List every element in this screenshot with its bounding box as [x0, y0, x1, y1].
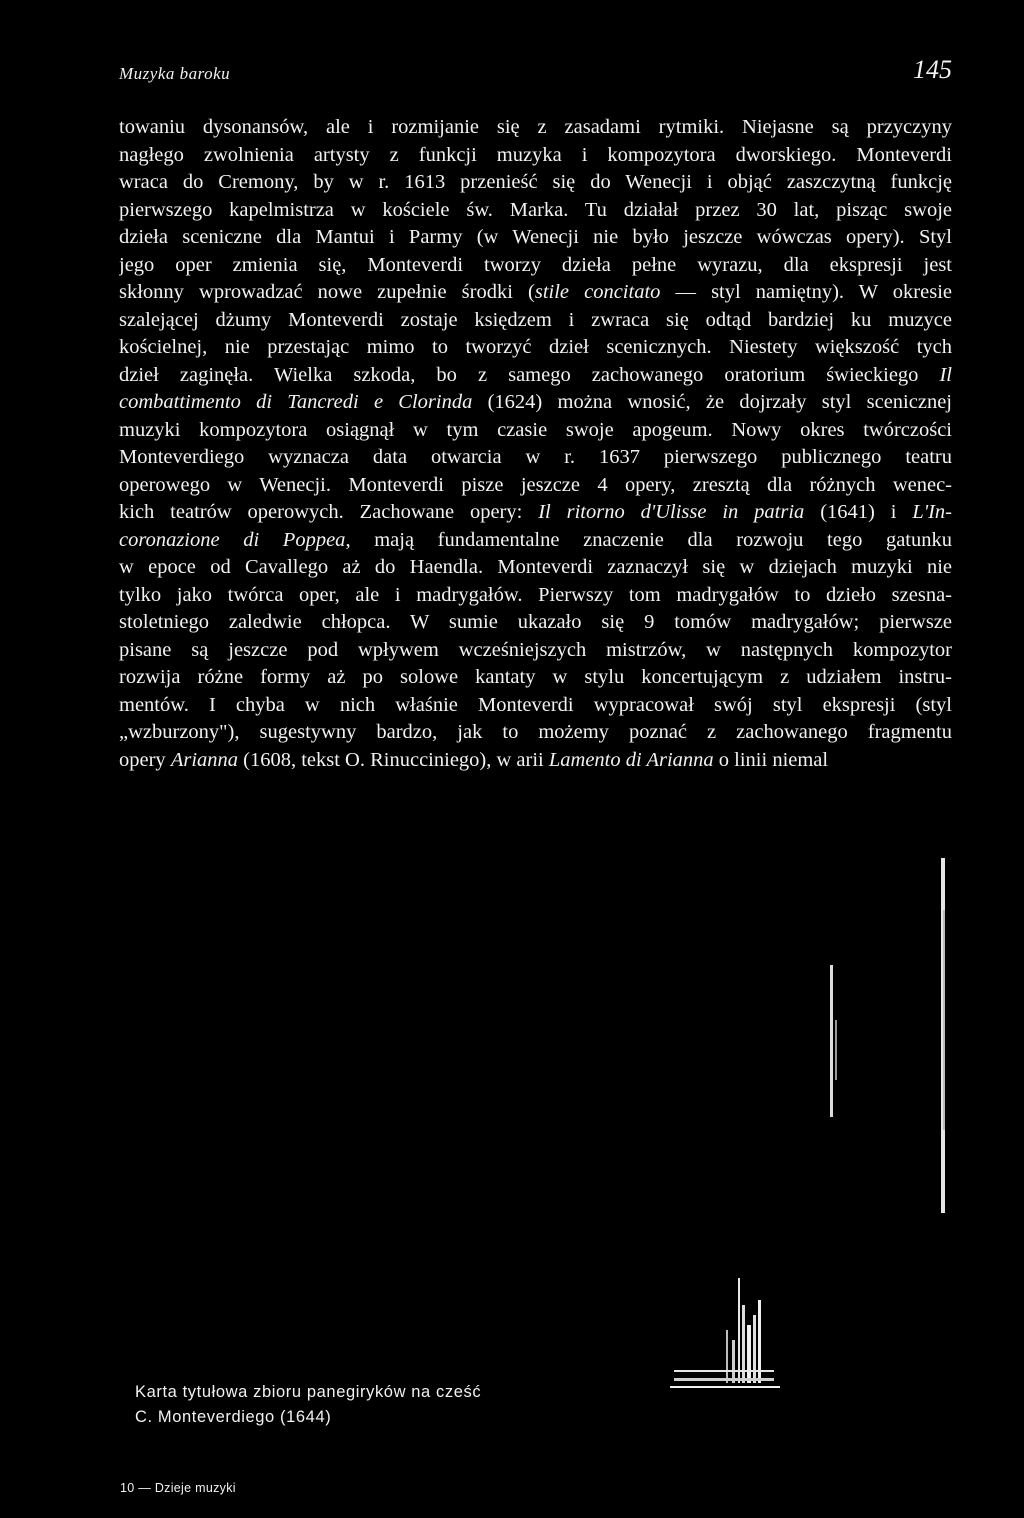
italic-title: combattimento di Tancredi e Clorinda: [119, 391, 473, 413]
text-line: [119, 444, 952, 472]
text-run: rozwija różne formy aż po solowe kantaty w stylu koncertującym z udziałem instru-: [119, 666, 952, 688]
text-run: Monteverdiego wyznacza data otwarcia w r. 1637 pierwszego publicznego teatru: [119, 446, 952, 468]
text-run: szalejącej dżumy Monteverdi zostaje księdzem i zwraca się odtąd bardziej ku muzyce: [119, 308, 952, 331]
text-line: [119, 307, 952, 335]
italic-title: L'In-: [912, 501, 952, 523]
text-line: [119, 114, 952, 142]
illustration-bar: [835, 1020, 837, 1080]
text-line: [119, 692, 952, 720]
text-line: [119, 554, 952, 582]
figure-caption: [135, 1380, 481, 1430]
text-run: o linii niemal: [713, 748, 829, 771]
text-line: [119, 279, 952, 307]
text-run: opery: [119, 748, 171, 771]
text-line: [119, 719, 952, 747]
text-run: stoletniego zaledwie chłopca. W sumie ukazało się 9 tomów madrygałów; pierwsze: [119, 611, 952, 633]
sheet-signature: 10 — Dzieje muzyki: [120, 1481, 236, 1495]
text-run: (1624) można wnosić, że dojrzały styl scenicznej: [472, 391, 952, 413]
text-line: [119, 637, 952, 665]
text-run: kich teatrów operowych. Zachowane opery:: [119, 501, 539, 523]
italic-title: Il ritorno d'Ulisse in patria: [538, 501, 805, 523]
caption-line: Karta tytułowa zbioru panegiryków na cześć: [135, 1383, 482, 1401]
text-run: nagłego zwolnienia artysty z funkcji muzyka i kompozytora dworskiego. Monteverdi: [119, 143, 952, 166]
text-run: dzieła sceniczne dla Mantui i Parmy (w Wenecji nie było jeszcze wówczas opery). Styl: [119, 226, 952, 248]
title-page-ornament: [660, 1270, 780, 1390]
text-line: [119, 417, 952, 445]
text-run: , mają fundamentalne znaczenie dla rozwoju tego gatunku: [345, 528, 952, 551]
text-line: [119, 664, 952, 692]
italic-title: coronazione di Poppea: [119, 528, 346, 551]
text-run: mentów. I chyba w nich właśnie Monteverdi wypracował swój styl ekspresji (styl: [119, 693, 952, 716]
italic-title: Lamento di Arianna: [548, 748, 714, 771]
text-line: [119, 582, 952, 610]
text-run: (1641) i: [804, 501, 913, 523]
text-run: w epoce od Cavallego aż do Haendla. Monteverdi zaznaczył się w dziejach muzyki nie: [119, 556, 952, 578]
running-title: Muzyka baroku: [119, 64, 231, 83]
text-line: [119, 527, 952, 555]
text-run: kościelnej, nie przestając mimo to tworzyć dzieł scenicznych. Niestety większość tych: [119, 336, 952, 358]
text-line: [119, 252, 952, 280]
text-run: „wzburzony"), sugestywny bardzo, jak to możemy poznać z zachowanego fragmentu: [119, 721, 952, 743]
text-line: [119, 389, 952, 417]
italic-title: stile concitato: [534, 281, 661, 303]
illustration-bar: [943, 910, 945, 1130]
text-run: tylko jako twórca oper, ale i madrygałów. Pierwszy tom madrygałów to dzieło szesna-: [119, 583, 952, 606]
text-run: jego oper zmienia się, Monteverdi tworzy dzieła pełne wyrazu, dla ekspresji jest: [119, 253, 952, 276]
main-text: [119, 114, 952, 774]
illustration-bar: [830, 965, 833, 1117]
text-run: towaniu dysonansów, ale i rozmijanie się z zasadami rytmiki. Niejasne są przyczyny: [119, 116, 952, 138]
text-line: [119, 224, 952, 252]
italic-title: Arianna: [170, 748, 239, 771]
text-line: [119, 609, 952, 637]
caption-line: C. Monteverdiego (1644): [135, 1408, 332, 1426]
text-run: muzyki kompozytora osiągnął w tym czasie swoje apogeum. Nowy okres twórczości: [119, 418, 952, 441]
text-run: operowego w Wenecji. Monteverdi pisze jeszcze 4 opery, zresztą dla różnych wenec-: [119, 473, 952, 496]
text-run: dzieł zaginęła. Wielka szkoda, bo z samego zachowanego oratorium świeckiego: [119, 363, 940, 386]
text-run: (1608, tekst O. Rinucciniego), w arii: [238, 748, 549, 771]
page-number: 145: [913, 55, 952, 84]
text-line: [119, 499, 952, 527]
text-run: pierwszego kapelmistrza w kościele św. Marka. Tu działał przez 30 lat, pisząc swoje: [119, 198, 952, 221]
text-line: [119, 334, 952, 362]
italic-title: Il: [939, 363, 952, 386]
text-line: [119, 362, 952, 390]
text-run: pisane są jeszcze pod wpływem wcześniejszych mistrzów, w następnych kompozytor: [119, 638, 952, 661]
title-page-illustration: [660, 850, 960, 1250]
text-line: [119, 142, 952, 170]
text-run: skłonny wprowadzać nowe zupełnie środki (: [119, 281, 535, 303]
text-run: wraca do Cremony, by w r. 1613 przenieść się do Wenecji i objąć zaszczytną funkcję: [119, 171, 952, 193]
text-line: [119, 747, 952, 775]
text-line: [119, 169, 952, 197]
text-line: [119, 197, 952, 225]
text-run: — styl namiętny). W okresie: [660, 281, 952, 303]
text-line: [119, 472, 952, 500]
